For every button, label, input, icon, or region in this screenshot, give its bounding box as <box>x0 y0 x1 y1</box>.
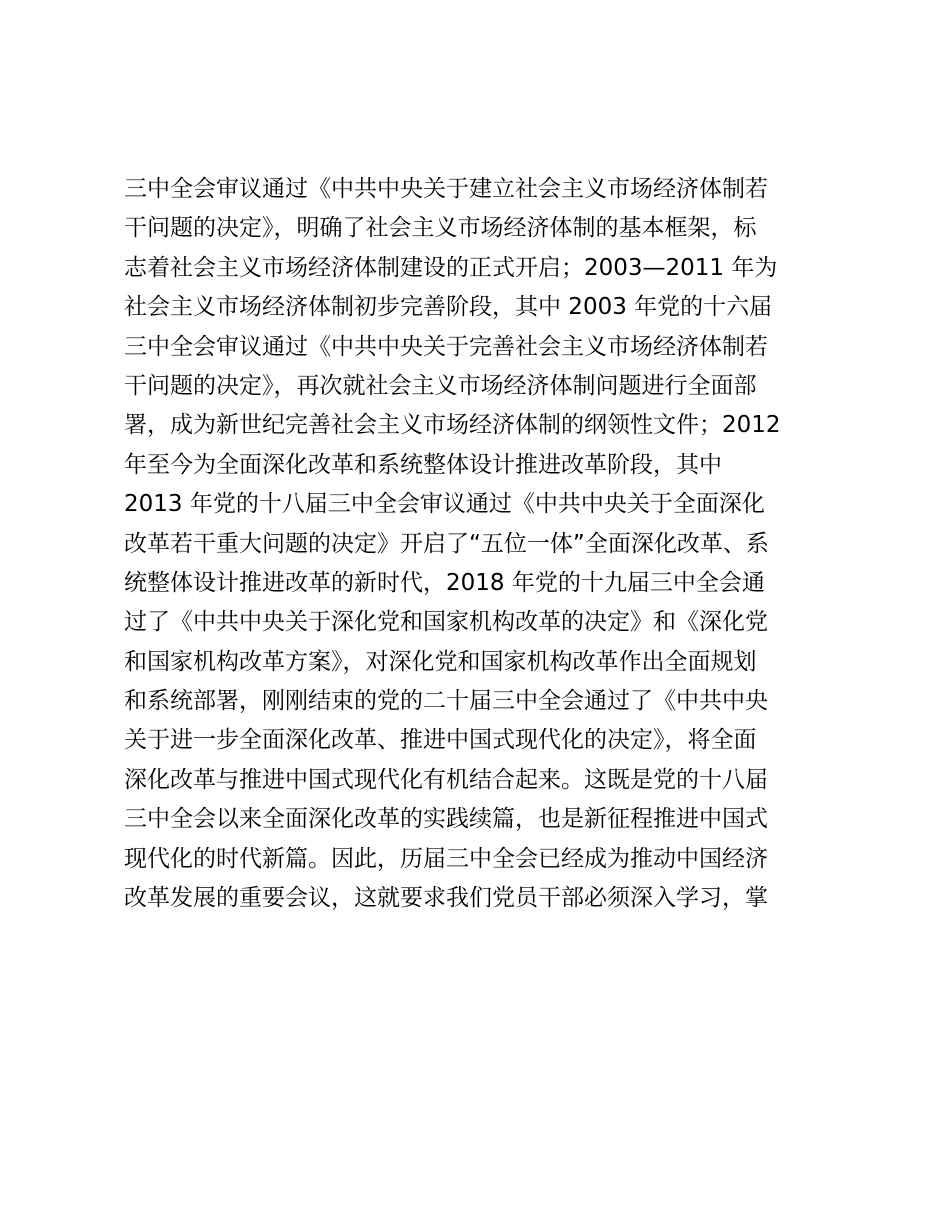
text-line: 过了《中共中央关于深化党和国家机构改革的决定》和《深化党 <box>124 609 768 636</box>
text-line: 关于进一步全面深化改革、推进中国式现代化的决定》，将全面 <box>124 727 757 754</box>
text-line: 年至今为全面深化改革和系统整体设计推进改革阶段，其中 <box>124 451 722 478</box>
text-line: 社会主义市场经济体制初步完善阶段，其中 2003 年党的十六届 <box>124 294 773 321</box>
text-line: 现代化的时代新篇。因此，历届三中全会已经成为推动中国经济 <box>124 845 768 872</box>
text-line: 干问题的决定》，明确了社会主义市场经济体制的基本框架，标 <box>124 215 757 242</box>
text-line: 干问题的决定》，再次就社会主义市场经济体制问题进行全面部 <box>124 372 757 399</box>
text-line: 三中全会审议通过《中共中央关于完善社会主义市场经济体制若 <box>124 333 768 360</box>
text-line: 志着社会主义市场经济体制建设的正式开启；2003—2011 年为 <box>124 254 778 281</box>
text-line: 三中全会以来全面深化改革的实践续篇，也是新征程推进中国式 <box>124 806 768 833</box>
text-line: 改革发展的重要会议，这就要求我们党员干部必须深入学习，掌 <box>124 885 768 912</box>
text-line: 深化改革与推进中国式现代化有机结合起来。这既是党的十八届 <box>124 766 768 793</box>
text-line: 和系统部署，刚刚结束的党的二十届三中全会通过了《中共中央 <box>124 688 768 715</box>
text-line: 和国家机构改革方案》，对深化党和国家机构改革作出全面规划 <box>124 648 757 675</box>
text-line: 统整体设计推进改革的新时代，2018 年党的十九届三中全会通 <box>124 569 765 596</box>
text-line: 2013 年党的十八届三中全会审议通过《中共中央关于全面深化 <box>124 491 765 518</box>
text-line: 改革若干重大问题的决定》开启了“五位一体”全面深化改革、系 <box>124 530 769 557</box>
text-line: 署，成为新世纪完善社会主义市场经济体制的纲领性文件；2012 <box>124 412 781 439</box>
body-paragraph <box>124 170 844 918</box>
text-line: 三中全会审议通过《中共中央关于建立社会主义市场经济体制若 <box>124 176 768 202</box>
